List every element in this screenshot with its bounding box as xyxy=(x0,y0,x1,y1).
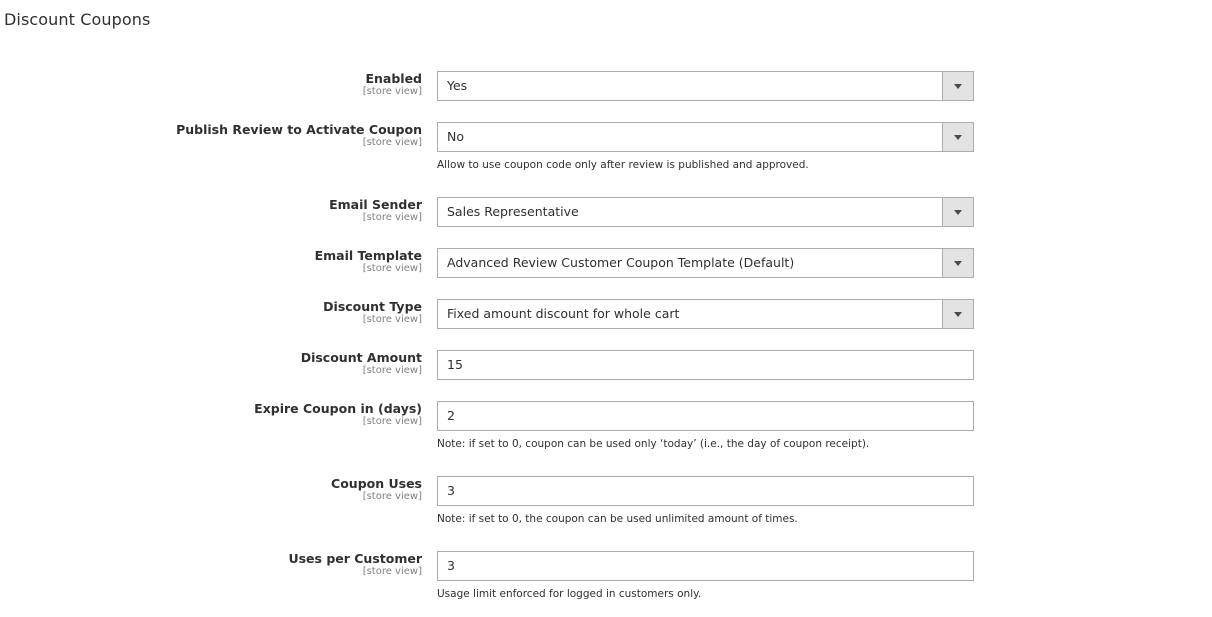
field-label-group xyxy=(2,248,422,275)
select-arrow-button[interactable] xyxy=(942,123,973,151)
field-label-group xyxy=(2,350,422,377)
select-value: Yes xyxy=(447,78,468,93)
scope-label: [store view] xyxy=(362,263,422,274)
select-arrow-button[interactable] xyxy=(942,72,973,100)
field-label: Uses per Customer xyxy=(288,551,422,566)
field-label-group xyxy=(2,551,422,578)
select-arrow-button[interactable] xyxy=(942,249,973,277)
scope-label: [store view] xyxy=(362,491,422,502)
select-arrow-button[interactable] xyxy=(942,198,973,226)
chevron-down-icon xyxy=(954,210,962,215)
email-sender-select[interactable] xyxy=(437,197,974,227)
chevron-down-icon xyxy=(954,261,962,266)
field-note: Note: if set to 0, the coupon can be used unlimited amount of times. xyxy=(437,513,798,525)
field-label-group xyxy=(2,197,422,224)
field-label: Email Template xyxy=(314,248,422,263)
input-value: 3 xyxy=(447,558,455,573)
publish-review-select[interactable] xyxy=(437,122,974,152)
field-label: Email Sender xyxy=(329,197,422,212)
input-value: 3 xyxy=(447,483,455,498)
input-value: 15 xyxy=(447,357,463,372)
select-value: No xyxy=(447,129,464,144)
field-note: Note: if set to 0, coupon can be used only ‘today’ (i.e., the day of coupon receipt). xyxy=(437,438,870,450)
scope-label: [store view] xyxy=(362,137,422,148)
field-label-group xyxy=(2,122,422,149)
field-label: Publish Review to Activate Coupon xyxy=(176,122,422,137)
chevron-down-icon xyxy=(954,135,962,140)
expire-coupon-input[interactable] xyxy=(437,401,974,431)
chevron-down-icon xyxy=(954,84,962,89)
coupon-uses-input[interactable] xyxy=(437,476,974,506)
scope-label: [store view] xyxy=(362,365,422,376)
scope-label: [store view] xyxy=(362,86,422,97)
select-value: Sales Representative xyxy=(447,204,579,219)
field-label: Coupon Uses xyxy=(331,476,422,491)
field-label: Enabled xyxy=(365,71,422,86)
scope-label: [store view] xyxy=(362,566,422,577)
field-label: Expire Coupon in (days) xyxy=(254,401,422,416)
field-note: Usage limit enforced for logged in customers only. xyxy=(437,588,702,600)
section-title: Discount Coupons xyxy=(4,10,151,29)
discount-amount-input[interactable] xyxy=(437,350,974,380)
select-arrow-button[interactable] xyxy=(942,300,973,328)
uses-per-customer-input[interactable] xyxy=(437,551,974,581)
scope-label: [store view] xyxy=(362,314,422,325)
select-value: Advanced Review Customer Coupon Template (Default) xyxy=(447,255,795,270)
email-template-select[interactable] xyxy=(437,248,974,278)
field-label-group xyxy=(2,401,422,428)
field-label-group xyxy=(2,476,422,503)
select-value: Fixed amount discount for whole cart xyxy=(447,306,680,321)
field-label-group xyxy=(2,71,422,98)
field-label: Discount Type xyxy=(323,299,422,314)
field-label-group xyxy=(2,299,422,326)
discount-type-select[interactable] xyxy=(437,299,974,329)
field-label: Discount Amount xyxy=(300,350,422,365)
field-note: Allow to use coupon code only after review is published and approved. xyxy=(437,159,809,171)
scope-label: [store view] xyxy=(362,416,422,427)
scope-label: [store view] xyxy=(362,212,422,223)
chevron-down-icon xyxy=(954,312,962,317)
input-value: 2 xyxy=(447,408,455,423)
enabled-select[interactable] xyxy=(437,71,974,101)
